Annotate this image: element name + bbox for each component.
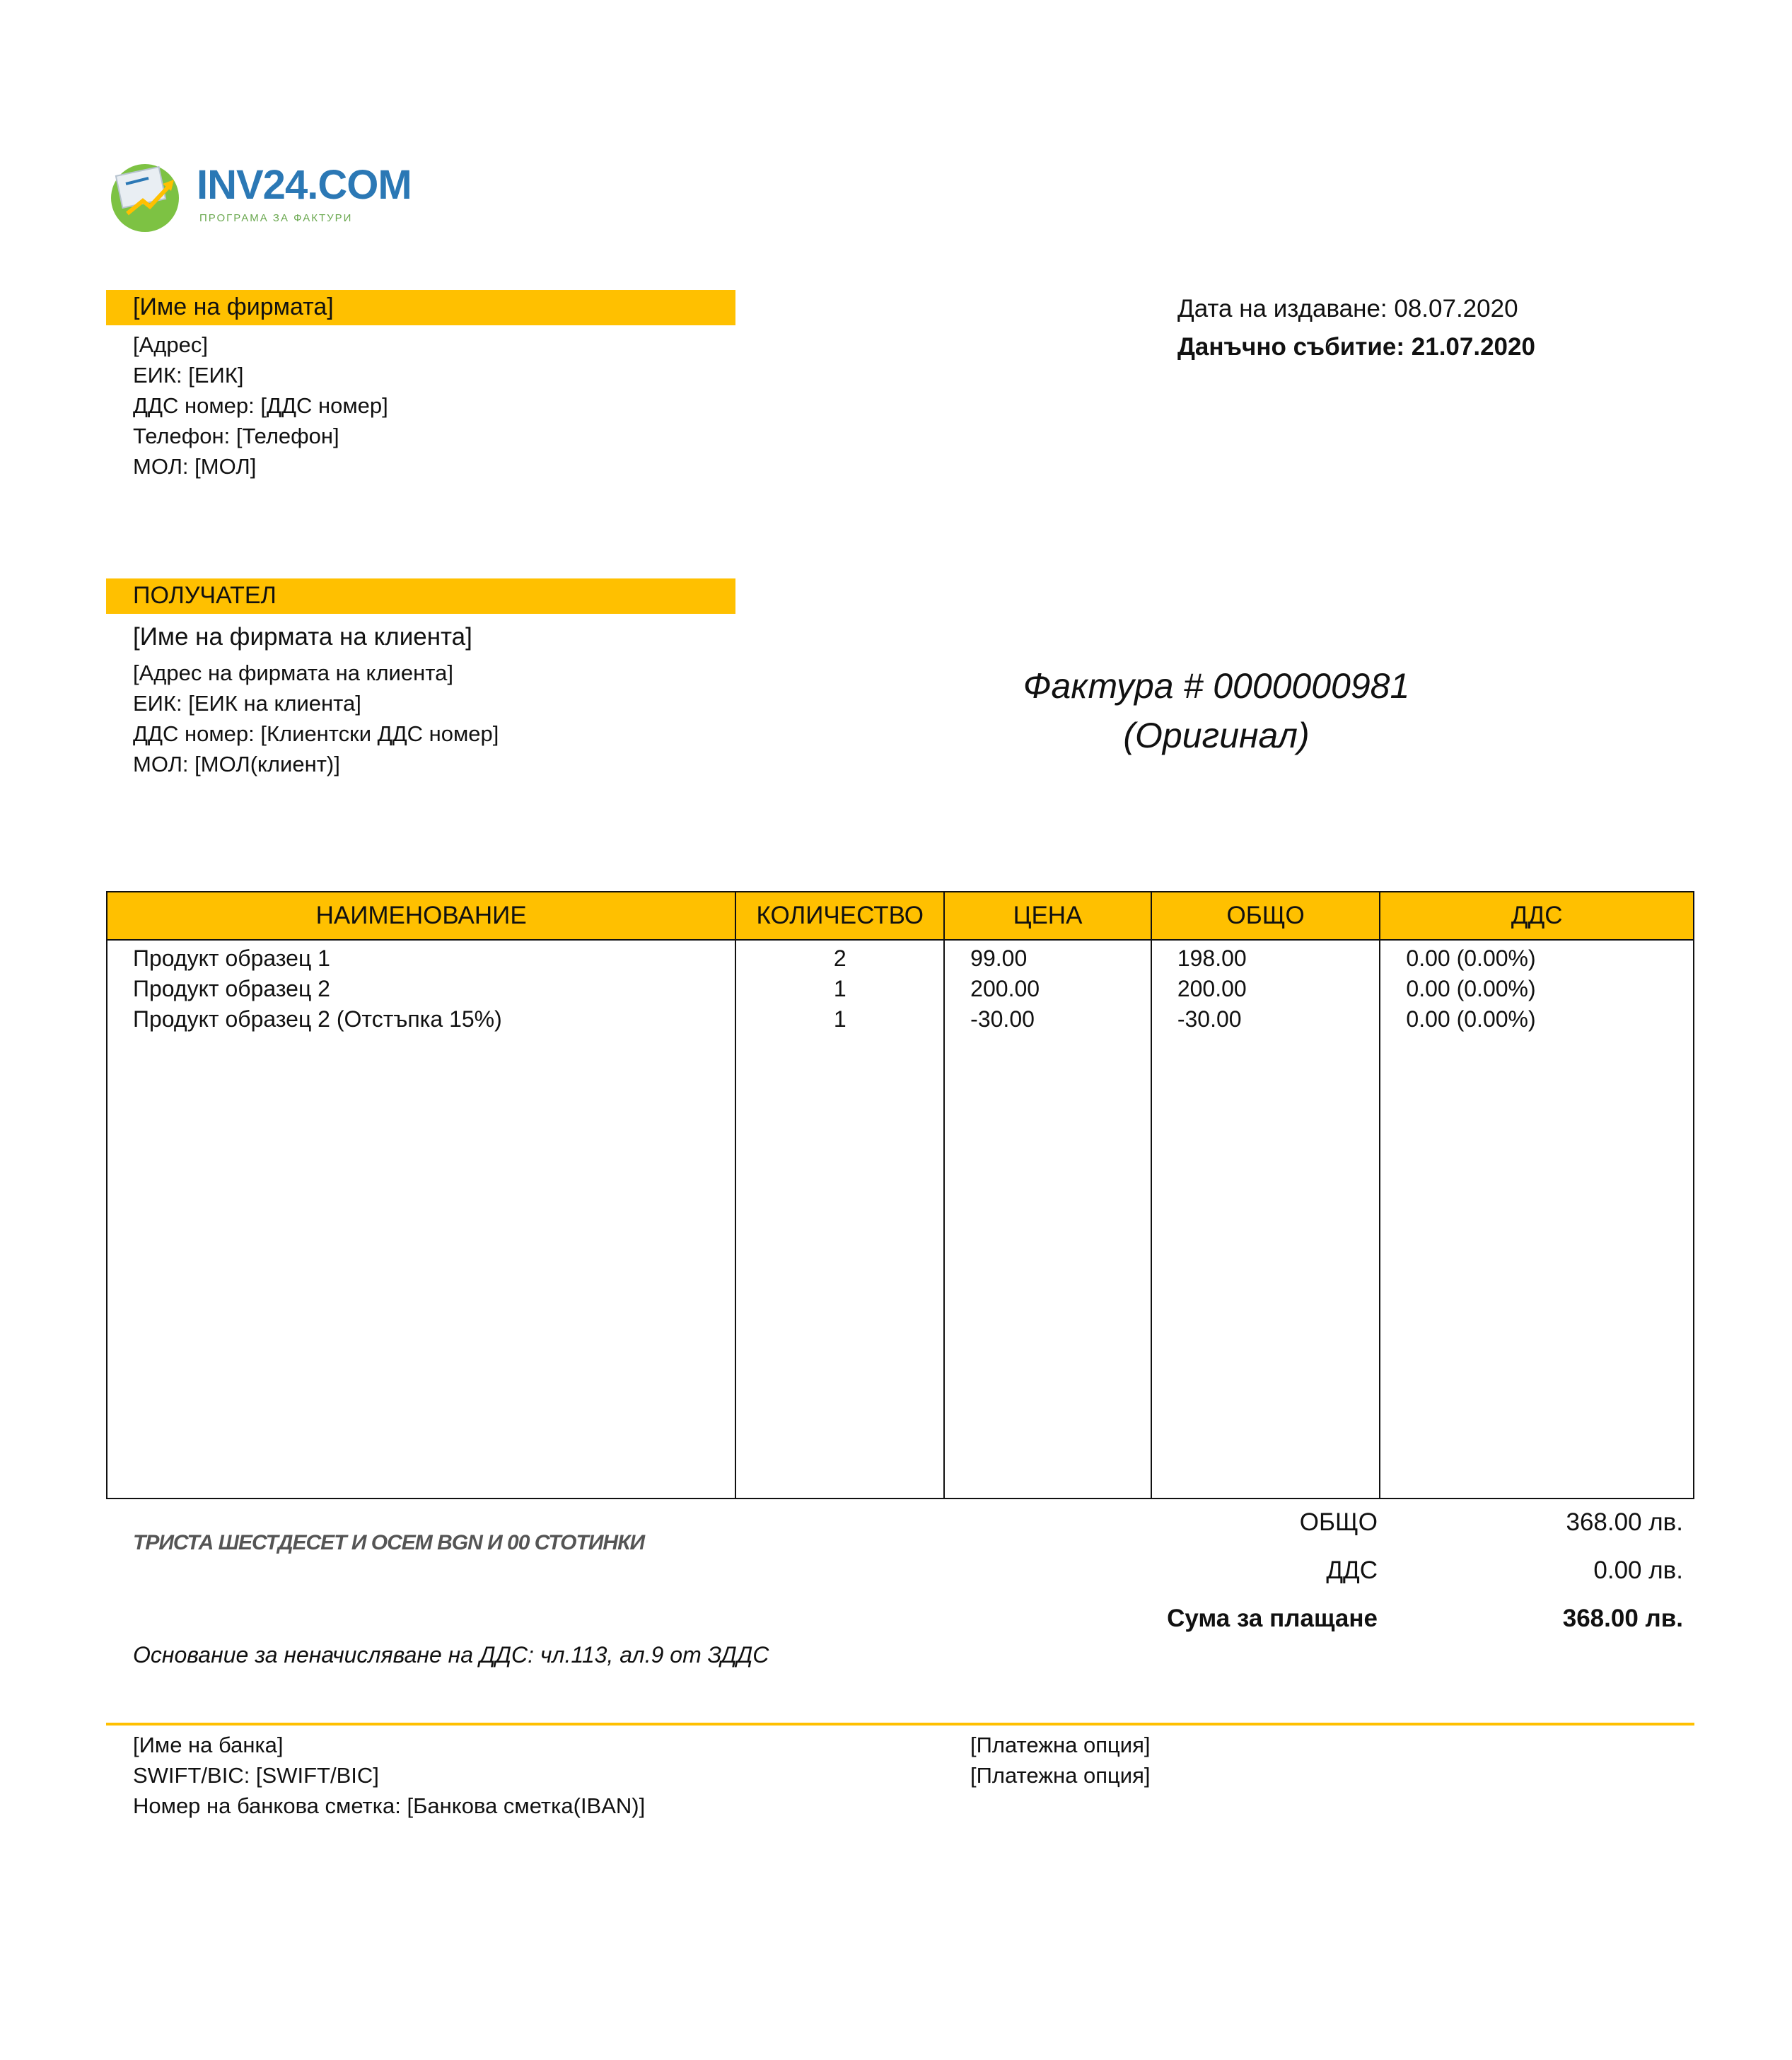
- total-label: ОБЩО: [1299, 1508, 1378, 1536]
- table-cell: 198.00: [1177, 945, 1247, 971]
- recipient-eik: ЕИК: [ЕИК на клиента]: [133, 691, 361, 716]
- table-cell: 0.00 (0.00%): [1406, 976, 1536, 1001]
- payment-option-2: [Платежна опция]: [970, 1763, 1151, 1788]
- amount-due-label: Сума за плащане: [1167, 1605, 1378, 1632]
- table-cell: 0.00 (0.00%): [1406, 945, 1536, 971]
- vat-label: ДДС: [1326, 1556, 1378, 1584]
- table-cell: 1: [833, 1006, 846, 1032]
- items-table: [106, 891, 1694, 1499]
- col-header-name: НАИМЕНОВАНИЕ: [107, 892, 735, 940]
- seller-vat-number: ДДС номер: [ДДС номер]: [133, 393, 388, 418]
- table-header-row: [107, 892, 1694, 940]
- col-header-quantity: КОЛИЧЕСТВО: [735, 892, 944, 940]
- amount-due-value: 368.00 лв.: [1562, 1605, 1683, 1632]
- vat-exemption-note: Основание за неначисляване на ДДС: чл.113, ал.9 от ЗДДС: [133, 1642, 769, 1668]
- col-price-cells: [944, 940, 1151, 1499]
- logo-icon: [106, 157, 191, 235]
- bank-swift: SWIFT/BIC: [SWIFT/BIC]: [133, 1763, 379, 1788]
- col-header-vat: ДДС: [1380, 892, 1694, 940]
- recipient-address: [Адрес на фирмата на клиента]: [133, 661, 453, 685]
- table-cell: -30.00: [970, 1006, 1035, 1032]
- seller-name-bar: [106, 290, 735, 325]
- seller-address: [Адрес]: [133, 332, 208, 357]
- table-cell: 2: [833, 945, 846, 971]
- col-header-total: ОБЩО: [1151, 892, 1380, 940]
- recipient-vat-number: ДДС номер: [Клиентски ДДС номер]: [133, 721, 499, 746]
- seller-phone: Телефон: [Телефон]: [133, 424, 339, 448]
- col-total-cells: [1151, 940, 1380, 1499]
- col-name-cells: [107, 940, 735, 1499]
- tax-event-date: Данъчно събитие: 21.07.2020: [1177, 333, 1535, 361]
- recipient-header-bar: [106, 578, 735, 614]
- invoice-copy-type: (Оригинал): [1123, 716, 1310, 755]
- table-cell: 200.00: [1177, 976, 1247, 1001]
- seller-mol: МОЛ: [МОЛ]: [133, 454, 257, 479]
- table-row: Продукт образец 2 (Отстъпка 15%): [133, 1006, 502, 1032]
- table-cell: -30.00: [1177, 1006, 1242, 1032]
- table-cell: 0.00 (0.00%): [1406, 1006, 1536, 1032]
- bank-name: [Име на банка]: [133, 1733, 284, 1757]
- table-row: Продукт образец 1: [133, 945, 330, 971]
- payment-option-1: [Платежна опция]: [970, 1733, 1151, 1757]
- recipient-header: ПОЛУЧАТЕЛ: [133, 582, 277, 609]
- total-value: 368.00 лв.: [1566, 1508, 1683, 1536]
- table-cell: 1: [833, 976, 846, 1001]
- vat-value: 0.00 лв.: [1593, 1556, 1683, 1584]
- bank-iban: Номер на банкова сметка: [Банкова сметка(IBAN)]: [133, 1793, 646, 1818]
- table-row: Продукт образец 2: [133, 976, 330, 1001]
- col-header-price: ЦЕНА: [944, 892, 1151, 940]
- logo-tagline: ПРОГРАМА ЗА ФАКТУРИ: [199, 212, 353, 224]
- table-cell: 200.00: [970, 976, 1040, 1001]
- amount-in-words: ТРИСТА ШЕСТДЕСЕТ И ОСЕМ BGN И 00 СТОТИНКИ: [133, 1531, 645, 1554]
- col-vat-cells: [1380, 940, 1694, 1499]
- issue-date: Дата на издаване: 08.07.2020: [1177, 295, 1518, 322]
- company-logo: [106, 157, 412, 235]
- col-quantity-cells: [735, 940, 944, 1499]
- seller-eik: ЕИК: [ЕИК]: [133, 363, 244, 388]
- recipient-name: [Име на фирмата на клиента]: [133, 623, 472, 651]
- table-cell: 99.00: [970, 945, 1028, 971]
- recipient-mol: МОЛ: [МОЛ(клиент)]: [133, 752, 340, 776]
- logo-wordmark: INV24.COM: [197, 162, 412, 208]
- invoice-number: Фактура # 0000000981: [1023, 666, 1410, 706]
- seller-name: [Име на фирмата]: [133, 293, 334, 320]
- footer-divider: [106, 1723, 1694, 1726]
